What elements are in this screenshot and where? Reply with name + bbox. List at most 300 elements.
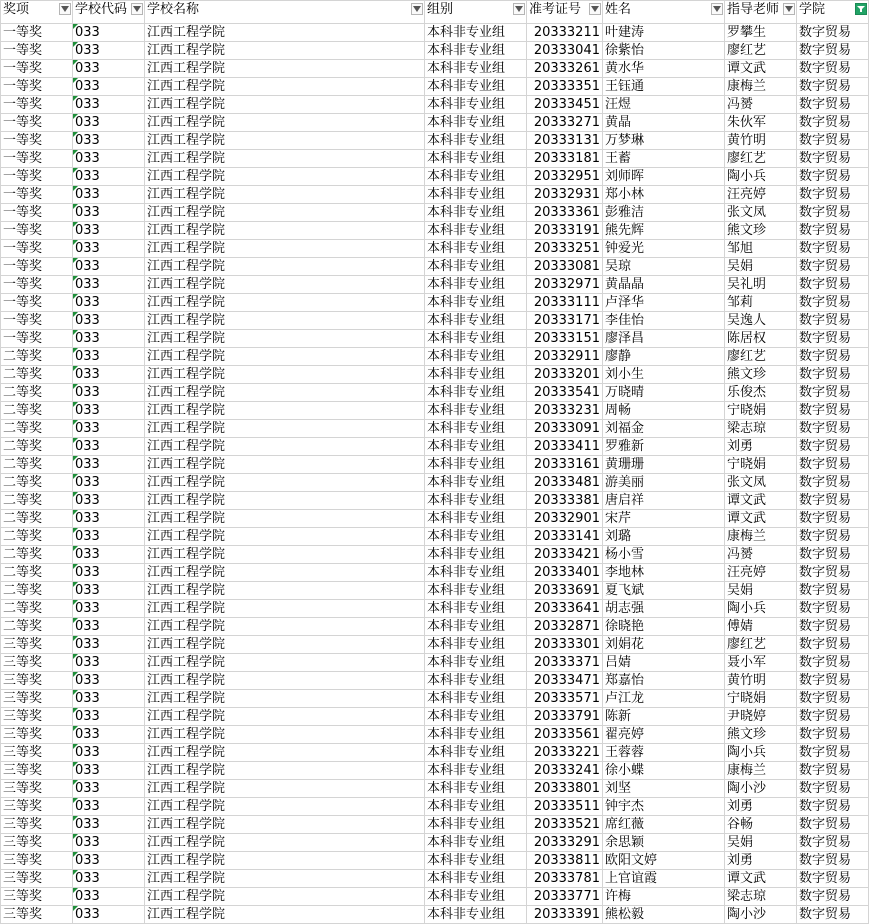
cell-school-name[interactable]: 江西工程学院 [145,726,425,744]
cell-award[interactable]: 二等奖 [1,384,73,402]
cell-advisor[interactable]: 陶小沙 [725,780,797,798]
cell-name[interactable]: 万梦琳 [603,132,725,150]
header-cell-group[interactable] [425,1,527,24]
cell-school-name[interactable]: 江西工程学院 [145,348,425,366]
dropdown-arrow-icon[interactable] [589,3,601,15]
cell-award[interactable]: 二等奖 [1,600,73,618]
cell-group[interactable]: 本科非专业组 [425,420,527,438]
cell-exam-id[interactable]: 20333231 [527,402,603,420]
cell-award[interactable]: 一等奖 [1,204,73,222]
cell-award[interactable]: 二等奖 [1,348,73,366]
cell-group[interactable]: 本科非专业组 [425,762,527,780]
cell-advisor[interactable]: 刘勇 [725,852,797,870]
cell-group[interactable]: 本科非专业组 [425,870,527,888]
cell-group[interactable]: 本科非专业组 [425,42,527,60]
cell-college[interactable]: 数字贸易 [797,564,869,582]
cell-name[interactable]: 黄珊珊 [603,456,725,474]
cell-college[interactable]: 数字贸易 [797,636,869,654]
cell-college[interactable]: 数字贸易 [797,546,869,564]
cell-award[interactable]: 一等奖 [1,24,73,42]
cell-school-code[interactable]: 033 [73,168,145,186]
cell-advisor[interactable]: 汪亮婷 [725,564,797,582]
cell-exam-id[interactable]: 20333401 [527,564,603,582]
cell-group[interactable]: 本科非专业组 [425,438,527,456]
cell-college[interactable]: 数字贸易 [797,708,869,726]
cell-school-code[interactable]: 033 [73,312,145,330]
cell-advisor[interactable]: 朱伙军 [725,114,797,132]
cell-name[interactable]: 许梅 [603,888,725,906]
cell-school-name[interactable]: 江西工程学院 [145,492,425,510]
cell-school-name[interactable]: 江西工程学院 [145,690,425,708]
cell-school-name[interactable]: 江西工程学院 [145,384,425,402]
cell-school-name[interactable]: 江西工程学院 [145,474,425,492]
cell-college[interactable]: 数字贸易 [797,240,869,258]
cell-college[interactable]: 数字贸易 [797,780,869,798]
cell-award[interactable]: 三等奖 [1,690,73,708]
cell-advisor[interactable]: 聂小军 [725,654,797,672]
cell-award[interactable]: 三等奖 [1,816,73,834]
cell-advisor[interactable]: 谭文武 [725,510,797,528]
cell-group[interactable]: 本科非专业组 [425,618,527,636]
cell-college[interactable]: 数字贸易 [797,96,869,114]
cell-group[interactable]: 本科非专业组 [425,330,527,348]
cell-group[interactable]: 本科非专业组 [425,600,527,618]
cell-award[interactable]: 二等奖 [1,528,73,546]
cell-group[interactable]: 本科非专业组 [425,708,527,726]
cell-group[interactable]: 本科非专业组 [425,384,527,402]
header-cell-name[interactable] [603,1,725,24]
cell-school-code[interactable]: 033 [73,816,145,834]
cell-school-name[interactable]: 江西工程学院 [145,96,425,114]
cell-group[interactable]: 本科非专业组 [425,114,527,132]
dropdown-arrow-icon[interactable] [411,3,423,15]
cell-name[interactable]: 黄晶晶 [603,276,725,294]
cell-college[interactable]: 数字贸易 [797,114,869,132]
cell-advisor[interactable]: 康梅兰 [725,528,797,546]
cell-group[interactable]: 本科非专业组 [425,654,527,672]
cell-exam-id[interactable]: 20333171 [527,312,603,330]
cell-name[interactable]: 钟宇杰 [603,798,725,816]
cell-name[interactable]: 刘小生 [603,366,725,384]
cell-award[interactable]: 一等奖 [1,330,73,348]
cell-advisor[interactable]: 廖红艺 [725,348,797,366]
cell-college[interactable]: 数字贸易 [797,330,869,348]
cell-school-name[interactable]: 江西工程学院 [145,276,425,294]
cell-advisor[interactable]: 熊文珍 [725,726,797,744]
cell-exam-id[interactable]: 20332911 [527,348,603,366]
cell-exam-id[interactable]: 20333381 [527,492,603,510]
cell-college[interactable]: 数字贸易 [797,852,869,870]
cell-name[interactable]: 刘坚 [603,780,725,798]
cell-group[interactable]: 本科非专业组 [425,312,527,330]
cell-college[interactable]: 数字贸易 [797,618,869,636]
cell-award[interactable]: 二等奖 [1,420,73,438]
cell-school-name[interactable]: 江西工程学院 [145,510,425,528]
cell-name[interactable]: 吴琼 [603,258,725,276]
cell-exam-id[interactable]: 20333271 [527,114,603,132]
cell-name[interactable]: 汪煜 [603,96,725,114]
cell-award[interactable]: 三等奖 [1,834,73,852]
cell-college[interactable]: 数字贸易 [797,510,869,528]
cell-name[interactable]: 杨小雪 [603,546,725,564]
cell-school-code[interactable]: 033 [73,672,145,690]
cell-exam-id[interactable]: 20333221 [527,744,603,762]
cell-college[interactable]: 数字贸易 [797,870,869,888]
cell-group[interactable]: 本科非专业组 [425,240,527,258]
cell-school-code[interactable]: 033 [73,402,145,420]
cell-college[interactable]: 数字贸易 [797,366,869,384]
cell-name[interactable]: 余思颖 [603,834,725,852]
cell-school-name[interactable]: 江西工程学院 [145,186,425,204]
cell-college[interactable]: 数字贸易 [797,726,869,744]
cell-name[interactable]: 游美丽 [603,474,725,492]
cell-college[interactable]: 数字贸易 [797,186,869,204]
cell-name[interactable]: 卢泽华 [603,294,725,312]
cell-school-name[interactable]: 江西工程学院 [145,366,425,384]
cell-award[interactable]: 三等奖 [1,798,73,816]
cell-school-code[interactable]: 033 [73,654,145,672]
cell-school-name[interactable]: 江西工程学院 [145,708,425,726]
cell-college[interactable]: 数字贸易 [797,420,869,438]
cell-group[interactable]: 本科非专业组 [425,834,527,852]
cell-school-name[interactable]: 江西工程学院 [145,528,425,546]
cell-college[interactable]: 数字贸易 [797,78,869,96]
cell-school-code[interactable]: 033 [73,636,145,654]
cell-exam-id[interactable]: 20333351 [527,78,603,96]
cell-college[interactable]: 数字贸易 [797,168,869,186]
cell-name[interactable]: 夏飞斌 [603,582,725,600]
cell-advisor[interactable]: 冯赟 [725,96,797,114]
cell-school-code[interactable]: 033 [73,294,145,312]
cell-name[interactable]: 廖泽昌 [603,330,725,348]
cell-college[interactable]: 数字贸易 [797,744,869,762]
cell-advisor[interactable]: 廖红艺 [725,150,797,168]
cell-award[interactable]: 二等奖 [1,510,73,528]
cell-exam-id[interactable]: 20332951 [527,168,603,186]
cell-advisor[interactable]: 吴逸人 [725,312,797,330]
cell-school-code[interactable]: 033 [73,762,145,780]
cell-exam-id[interactable]: 20333791 [527,708,603,726]
cell-group[interactable]: 本科非专业组 [425,798,527,816]
cell-award[interactable]: 二等奖 [1,402,73,420]
cell-group[interactable]: 本科非专业组 [425,780,527,798]
cell-school-name[interactable]: 江西工程学院 [145,438,425,456]
cell-college[interactable]: 数字贸易 [797,132,869,150]
cell-school-code[interactable]: 033 [73,600,145,618]
cell-name[interactable]: 郑嘉怡 [603,672,725,690]
cell-school-name[interactable]: 江西工程学院 [145,204,425,222]
cell-advisor[interactable]: 陶小沙 [725,906,797,924]
cell-college[interactable]: 数字贸易 [797,582,869,600]
cell-award[interactable]: 一等奖 [1,294,73,312]
cell-college[interactable]: 数字贸易 [797,348,869,366]
cell-school-code[interactable]: 033 [73,870,145,888]
cell-advisor[interactable]: 乐俊杰 [725,384,797,402]
cell-advisor[interactable]: 吴礼明 [725,276,797,294]
cell-college[interactable]: 数字贸易 [797,888,869,906]
cell-advisor[interactable]: 宁晓娟 [725,456,797,474]
cell-college[interactable]: 数字贸易 [797,474,869,492]
cell-group[interactable]: 本科非专业组 [425,672,527,690]
cell-name[interactable]: 卢江龙 [603,690,725,708]
cell-school-code[interactable]: 033 [73,24,145,42]
cell-name[interactable]: 叶建涛 [603,24,725,42]
cell-school-name[interactable]: 江西工程学院 [145,78,425,96]
cell-group[interactable]: 本科非专业组 [425,132,527,150]
cell-award[interactable]: 一等奖 [1,78,73,96]
cell-name[interactable]: 万晓晴 [603,384,725,402]
cell-group[interactable]: 本科非专业组 [425,204,527,222]
cell-school-code[interactable]: 033 [73,348,145,366]
cell-group[interactable]: 本科非专业组 [425,456,527,474]
cell-group[interactable]: 本科非专业组 [425,348,527,366]
cell-award[interactable]: 三等奖 [1,870,73,888]
cell-exam-id[interactable]: 20333541 [527,384,603,402]
header-cell-school-name[interactable] [145,1,425,24]
cell-exam-id[interactable]: 20333261 [527,60,603,78]
cell-college[interactable]: 数字贸易 [797,402,869,420]
cell-school-code[interactable]: 033 [73,582,145,600]
cell-college[interactable]: 数字贸易 [797,42,869,60]
cell-award[interactable]: 二等奖 [1,438,73,456]
cell-group[interactable]: 本科非专业组 [425,60,527,78]
cell-school-code[interactable]: 033 [73,42,145,60]
cell-school-code[interactable]: 033 [73,510,145,528]
cell-school-code[interactable]: 033 [73,276,145,294]
cell-name[interactable]: 吕婧 [603,654,725,672]
cell-award[interactable]: 一等奖 [1,258,73,276]
cell-name[interactable]: 黄水华 [603,60,725,78]
cell-award[interactable]: 二等奖 [1,582,73,600]
cell-group[interactable]: 本科非专业组 [425,402,527,420]
cell-award[interactable]: 一等奖 [1,222,73,240]
cell-name[interactable]: 罗雅新 [603,438,725,456]
cell-group[interactable]: 本科非专业组 [425,564,527,582]
cell-award[interactable]: 二等奖 [1,456,73,474]
cell-advisor[interactable]: 冯赟 [725,546,797,564]
cell-college[interactable]: 数字贸易 [797,276,869,294]
cell-school-name[interactable]: 江西工程学院 [145,852,425,870]
cell-award[interactable]: 三等奖 [1,726,73,744]
cell-school-name[interactable]: 江西工程学院 [145,42,425,60]
cell-school-name[interactable]: 江西工程学院 [145,834,425,852]
header-cell-award[interactable] [1,1,73,24]
cell-school-code[interactable]: 033 [73,132,145,150]
cell-school-name[interactable]: 江西工程学院 [145,420,425,438]
cell-school-code[interactable]: 033 [73,690,145,708]
cell-group[interactable]: 本科非专业组 [425,96,527,114]
cell-group[interactable]: 本科非专业组 [425,168,527,186]
cell-school-name[interactable]: 江西工程学院 [145,330,425,348]
cell-school-code[interactable]: 033 [73,618,145,636]
cell-group[interactable]: 本科非专业组 [425,258,527,276]
cell-school-name[interactable]: 江西工程学院 [145,132,425,150]
cell-exam-id[interactable]: 20333131 [527,132,603,150]
cell-advisor[interactable]: 宁晓娟 [725,690,797,708]
cell-college[interactable]: 数字贸易 [797,528,869,546]
cell-group[interactable]: 本科非专业组 [425,186,527,204]
dropdown-arrow-icon[interactable] [131,3,143,15]
cell-exam-id[interactable]: 20333241 [527,762,603,780]
cell-name[interactable]: 胡志强 [603,600,725,618]
cell-group[interactable]: 本科非专业组 [425,474,527,492]
cell-exam-id[interactable]: 20333081 [527,258,603,276]
cell-award[interactable]: 二等奖 [1,492,73,510]
cell-name[interactable]: 刘娟花 [603,636,725,654]
cell-exam-id[interactable]: 20333771 [527,888,603,906]
dropdown-arrow-icon[interactable] [783,3,795,15]
cell-advisor[interactable]: 刘勇 [725,438,797,456]
cell-name[interactable]: 欧阳文婷 [603,852,725,870]
cell-award[interactable]: 三等奖 [1,888,73,906]
cell-exam-id[interactable]: 20333391 [527,906,603,924]
cell-group[interactable]: 本科非专业组 [425,906,527,924]
cell-school-code[interactable]: 033 [73,708,145,726]
cell-college[interactable]: 数字贸易 [797,150,869,168]
cell-advisor[interactable]: 陶小兵 [725,744,797,762]
cell-exam-id[interactable]: 20332871 [527,618,603,636]
cell-exam-id[interactable]: 20332931 [527,186,603,204]
cell-award[interactable]: 二等奖 [1,474,73,492]
cell-exam-id[interactable]: 20332901 [527,510,603,528]
cell-advisor[interactable]: 傅婧 [725,618,797,636]
cell-school-code[interactable]: 033 [73,384,145,402]
cell-award[interactable]: 三等奖 [1,636,73,654]
cell-award[interactable]: 一等奖 [1,312,73,330]
cell-group[interactable]: 本科非专业组 [425,546,527,564]
cell-exam-id[interactable]: 20333141 [527,528,603,546]
cell-name[interactable]: 徐晓艳 [603,618,725,636]
cell-name[interactable]: 王蓄 [603,150,725,168]
cell-exam-id[interactable]: 20333041 [527,42,603,60]
cell-school-code[interactable]: 033 [73,528,145,546]
cell-name[interactable]: 王蓉蓉 [603,744,725,762]
cell-advisor[interactable]: 熊文珍 [725,366,797,384]
cell-school-name[interactable]: 江西工程学院 [145,636,425,654]
cell-advisor[interactable]: 谭文武 [725,870,797,888]
header-cell-college[interactable] [797,1,869,24]
cell-school-code[interactable]: 033 [73,546,145,564]
cell-name[interactable]: 郑小林 [603,186,725,204]
cell-group[interactable]: 本科非专业组 [425,528,527,546]
cell-award[interactable]: 三等奖 [1,672,73,690]
cell-group[interactable]: 本科非专业组 [425,852,527,870]
cell-name[interactable]: 王钰通 [603,78,725,96]
cell-school-name[interactable]: 江西工程学院 [145,24,425,42]
cell-group[interactable]: 本科非专业组 [425,366,527,384]
cell-school-code[interactable]: 033 [73,330,145,348]
cell-school-code[interactable]: 033 [73,438,145,456]
cell-exam-id[interactable]: 20333201 [527,366,603,384]
cell-name[interactable]: 席红薇 [603,816,725,834]
cell-advisor[interactable]: 梁志琼 [725,420,797,438]
cell-school-code[interactable]: 033 [73,834,145,852]
cell-college[interactable]: 数字贸易 [797,672,869,690]
cell-group[interactable]: 本科非专业组 [425,276,527,294]
cell-exam-id[interactable]: 20333511 [527,798,603,816]
filter-active-icon[interactable] [855,3,867,15]
cell-award[interactable]: 一等奖 [1,114,73,132]
cell-group[interactable]: 本科非专业组 [425,24,527,42]
cell-advisor[interactable]: 吴娟 [725,258,797,276]
cell-exam-id[interactable]: 20333371 [527,654,603,672]
cell-school-code[interactable]: 033 [73,492,145,510]
cell-advisor[interactable]: 谭文武 [725,492,797,510]
cell-group[interactable]: 本科非专业组 [425,690,527,708]
cell-school-code[interactable]: 033 [73,474,145,492]
cell-name[interactable]: 翟亮婷 [603,726,725,744]
cell-award[interactable]: 一等奖 [1,60,73,78]
cell-exam-id[interactable]: 20333091 [527,420,603,438]
cell-name[interactable]: 熊松毅 [603,906,725,924]
cell-school-name[interactable]: 江西工程学院 [145,582,425,600]
cell-exam-id[interactable]: 20333571 [527,690,603,708]
cell-college[interactable]: 数字贸易 [797,492,869,510]
cell-exam-id[interactable]: 20333691 [527,582,603,600]
cell-school-name[interactable]: 江西工程学院 [145,60,425,78]
cell-school-name[interactable]: 江西工程学院 [145,780,425,798]
cell-exam-id[interactable]: 20332971 [527,276,603,294]
cell-award[interactable]: 一等奖 [1,150,73,168]
cell-name[interactable]: 上官谊霞 [603,870,725,888]
header-cell-advisor[interactable] [725,1,797,24]
cell-exam-id[interactable]: 20333111 [527,294,603,312]
cell-name[interactable]: 廖静 [603,348,725,366]
cell-award[interactable]: 一等奖 [1,168,73,186]
cell-exam-id[interactable]: 20333301 [527,636,603,654]
cell-award[interactable]: 一等奖 [1,276,73,294]
cell-exam-id[interactable]: 20333811 [527,852,603,870]
cell-college[interactable]: 数字贸易 [797,600,869,618]
cell-award[interactable]: 三等奖 [1,852,73,870]
cell-school-code[interactable]: 033 [73,564,145,582]
cell-school-code[interactable]: 033 [73,798,145,816]
cell-exam-id[interactable]: 20333471 [527,672,603,690]
cell-advisor[interactable]: 吴娟 [725,582,797,600]
cell-college[interactable]: 数字贸易 [797,456,869,474]
cell-school-name[interactable]: 江西工程学院 [145,240,425,258]
cell-name[interactable]: 黄晶 [603,114,725,132]
cell-exam-id[interactable]: 20333291 [527,834,603,852]
cell-group[interactable]: 本科非专业组 [425,816,527,834]
dropdown-arrow-icon[interactable] [59,3,71,15]
cell-school-name[interactable]: 江西工程学院 [145,222,425,240]
cell-award[interactable]: 二等奖 [1,618,73,636]
cell-school-code[interactable]: 033 [73,150,145,168]
cell-advisor[interactable]: 罗攀生 [725,24,797,42]
cell-award[interactable]: 三等奖 [1,780,73,798]
cell-school-code[interactable]: 033 [73,78,145,96]
cell-advisor[interactable]: 吴娟 [725,834,797,852]
cell-college[interactable]: 数字贸易 [797,906,869,924]
cell-advisor[interactable]: 刘勇 [725,798,797,816]
cell-school-code[interactable]: 033 [73,744,145,762]
cell-group[interactable]: 本科非专业组 [425,150,527,168]
cell-school-name[interactable]: 江西工程学院 [145,546,425,564]
cell-college[interactable]: 数字贸易 [797,60,869,78]
cell-school-code[interactable]: 033 [73,258,145,276]
cell-group[interactable]: 本科非专业组 [425,726,527,744]
cell-college[interactable]: 数字贸易 [797,384,869,402]
cell-exam-id[interactable]: 20333211 [527,24,603,42]
cell-name[interactable]: 熊先辉 [603,222,725,240]
cell-award[interactable]: 三等奖 [1,654,73,672]
cell-advisor[interactable]: 廖红艺 [725,636,797,654]
cell-award[interactable]: 二等奖 [1,546,73,564]
cell-advisor[interactable]: 邹旭 [725,240,797,258]
cell-college[interactable]: 数字贸易 [797,834,869,852]
cell-award[interactable]: 一等奖 [1,96,73,114]
